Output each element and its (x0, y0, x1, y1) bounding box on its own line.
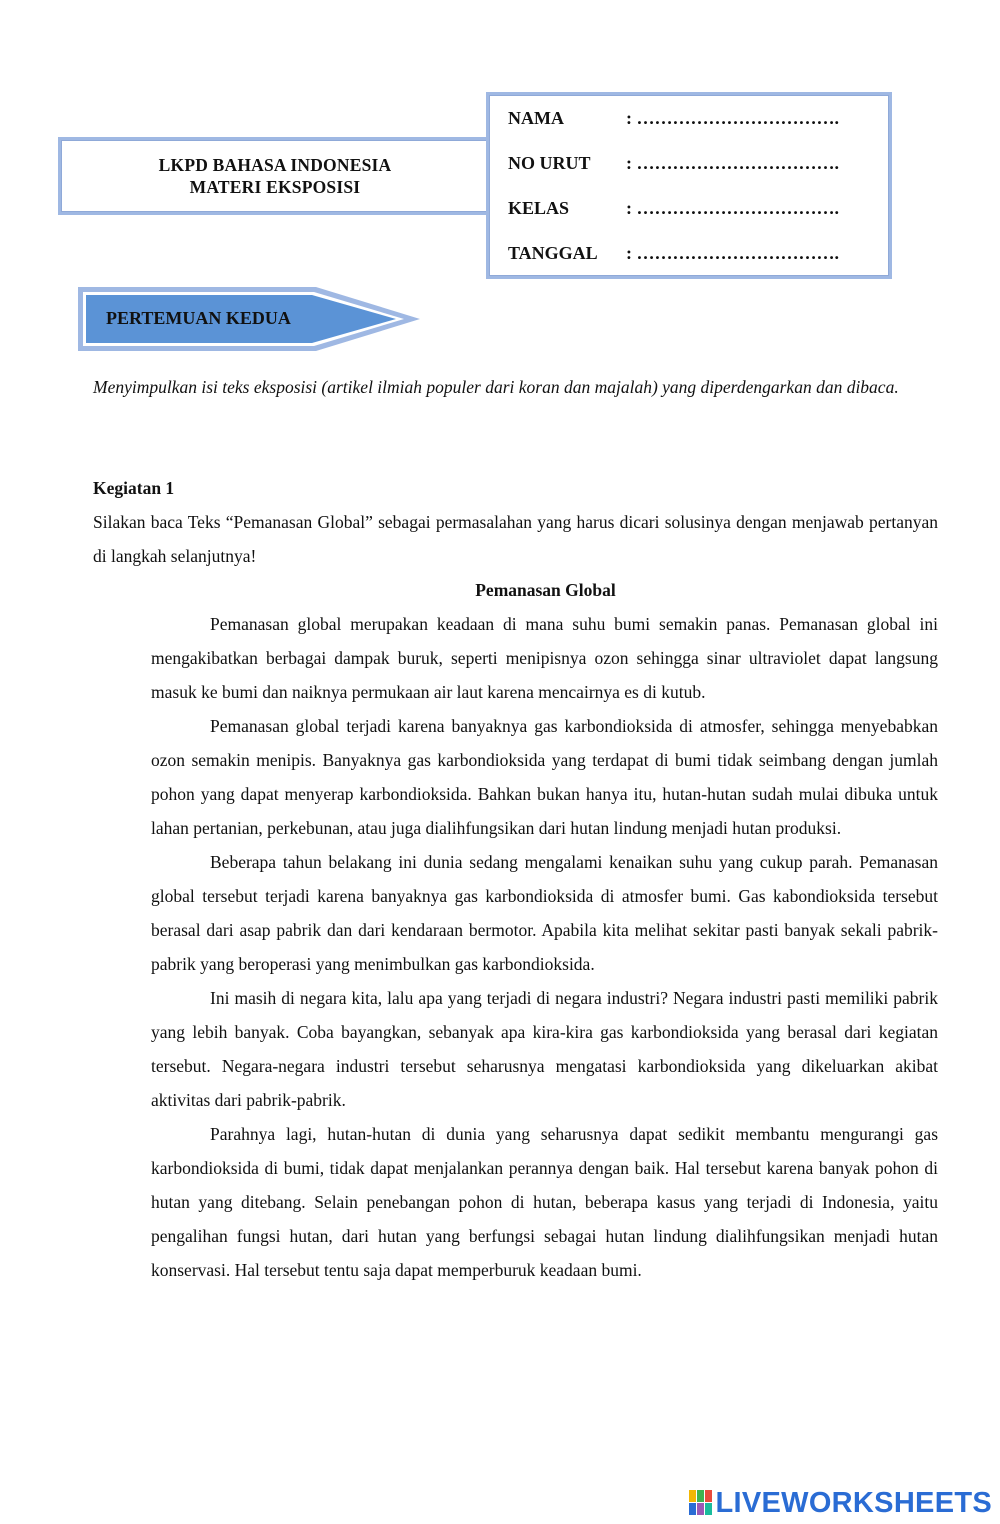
banner-label: PERTEMUAN KEDUA (106, 308, 291, 328)
article-paragraph-1: Pemanasan global merupakan keadaan di mana suhu bumi semakin panas. Pemanasan global ini mengakibatkan berbagai dampak buruk, seperti menipisnya ozon sehingga sinar ultraviolet dapat langsung masuk ke bumi dan naiknya permukaan air laut karena mencairnya es di kutub. (151, 614, 938, 702)
liveworksheets-icon (689, 1490, 713, 1516)
article-title: Pemanasan Global (475, 580, 616, 600)
identity-label-kelas: KELAS (508, 198, 570, 218)
identity-row-no-urut (508, 153, 839, 174)
objective-text: Menyimpulkan isi teks eksposisi (artikel ilmiah populer dari koran dan majalah) yang diperdengarkan dan dibaca. (93, 377, 899, 397)
identity-field-nama[interactable]: : ……………………………. (626, 108, 839, 128)
activity-heading: Kegiatan 1 (93, 478, 175, 498)
article-paragraph-2: Pemanasan global terjadi karena banyaknya gas karbondioksida di atmosfer, sehingga menyebabkan ozon semakin menipis. Banyaknya gas karbondioksida yang terdapat di bumi tidak seimbang dengan jumlah pohon yang dapat menyerap karbondioksida. Bahkan bukan hanya itu, hutan-hutan sudah mulai dibuka untuk lahan pertanian, perkebunan, atau juga dialihfungsikan dari hutan lindung menjadi hutan produksi. (151, 716, 938, 838)
liveworksheets-wordmark: LIVEWORKSHEETS (715, 1486, 992, 1519)
identity-label-nama: NAMA (508, 108, 564, 128)
identity-field-kelas[interactable]: : ……………………………. (626, 198, 839, 218)
title-line-2: MATERI EKSPOSISI (189, 177, 361, 197)
title-line-1: LKPD BAHASA INDONESIA (158, 155, 392, 175)
identity-box-inner (489, 95, 889, 276)
article-paragraph-5: Parahnya lagi, hutan-hutan di dunia yang seharusnya dapat sedikit membantu mengurangi gas karbondioksida di bumi, tidak dapat menjalankan perannya dengan baik. Hal tersebut karena banyak pohon di hutan yang ditebang. Selain penebangan pohon di hutan, beberapa kasus yang terjadi di Indonesia, yaitu pengalihan fungsi hutan, dari hutan yang berfungsi sebagai hutan lindung dialihfungsikan menjadi hutan konservasi. Hal tersebut tentu saja dapat memperburuk keadaan bumi. (151, 1124, 938, 1280)
identity-row-kelas (508, 198, 839, 219)
identity-field-no-urut[interactable]: : ……………………………. (626, 153, 839, 173)
identity-label-tanggal: TANGGAL (508, 243, 598, 263)
article-paragraph-4: Ini masih di negara kita, lalu apa yang terjadi di negara industri? Negara industri pasti memiliki pabrik yang lebih banyak. Coba bayangkan, sebanyak apa kira-kira gas karbondioksida yang berasal dari kegiatan tersebut. Negara-negara industri tersebut seharusnya mengatasi karbondioksida yang dikeluarkan akibat aktivitas dari pabrik-pabrik. (151, 988, 938, 1110)
identity-field-tanggal[interactable]: : ……………………………. (626, 243, 839, 263)
article-body (151, 607, 938, 1287)
identity-label-no-urut: NO URUT (508, 153, 591, 173)
liveworksheets-logo (689, 1488, 993, 1518)
article-paragraph-3: Beberapa tahun belakang ini dunia sedang mengalami kenaikan suhu yang cukup parah. Pemanasan global tersebut terjadi karena banyaknya gas karbondioksida di atmosfer bumi. Gas kabondioksida tersebut berasal dari asap pabrik dan dari kendaraan bermotor. Apabila kita melihat sekitar pasti banyak sekali pabrik-pabrik yang beroperasi yang menimbulkan gas karbondioksida. (151, 852, 938, 974)
title-box-inner (61, 140, 489, 212)
identity-box (486, 92, 892, 279)
identity-row-nama (508, 108, 839, 129)
identity-row-tanggal (508, 243, 839, 264)
activity-instruction: Silakan baca Teks “Pemanasan Global” sebagai permasalahan yang harus dicari solusinya dengan menjawab pertanyan di langkah selanjutnya! (93, 512, 938, 566)
title-box (58, 137, 492, 215)
